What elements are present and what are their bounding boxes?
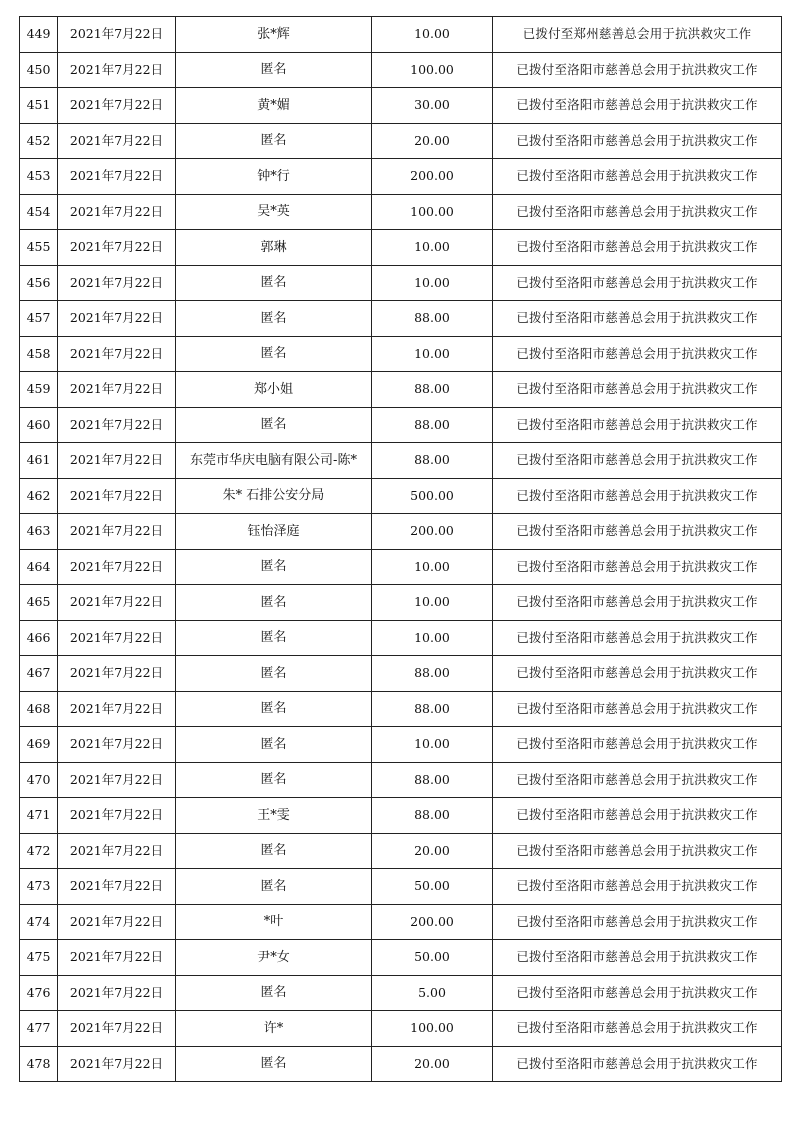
donation-amount: 200.00 [372, 514, 493, 550]
donation-date: 2021年7月22日 [58, 372, 176, 408]
donation-amount: 88.00 [372, 372, 493, 408]
row-number: 458 [20, 336, 58, 372]
donation-amount: 88.00 [372, 656, 493, 692]
donation-amount: 20.00 [372, 1046, 493, 1082]
donation-date: 2021年7月22日 [58, 1011, 176, 1047]
donor-name: 王*雯 [176, 798, 372, 834]
table-row [20, 691, 782, 727]
table-row [20, 407, 782, 443]
disbursement-note: 已拨付至郑州慈善总会用于抗洪救灾工作 [493, 17, 782, 53]
donation-amount: 5.00 [372, 975, 493, 1011]
table-row [20, 159, 782, 195]
table-row [20, 940, 782, 976]
donation-date: 2021年7月22日 [58, 762, 176, 798]
donation-date: 2021年7月22日 [58, 123, 176, 159]
disbursement-note: 已拨付至洛阳市慈善总会用于抗洪救灾工作 [493, 443, 782, 479]
donor-name: 匿名 [176, 833, 372, 869]
table-row [20, 1046, 782, 1082]
donation-amount: 10.00 [372, 549, 493, 585]
donation-date: 2021年7月22日 [58, 265, 176, 301]
row-number: 476 [20, 975, 58, 1011]
disbursement-note: 已拨付至洛阳市慈善总会用于抗洪救灾工作 [493, 798, 782, 834]
donor-name: 匿名 [176, 407, 372, 443]
donor-name: 郑小姐 [176, 372, 372, 408]
donor-name: 郭琳 [176, 230, 372, 266]
donation-amount: 50.00 [372, 869, 493, 905]
disbursement-note: 已拨付至洛阳市慈善总会用于抗洪救灾工作 [493, 1046, 782, 1082]
donor-name: 匿名 [176, 620, 372, 656]
donation-amount: 10.00 [372, 230, 493, 266]
donation-table [19, 16, 782, 1082]
donation-amount: 10.00 [372, 727, 493, 763]
donation-amount: 200.00 [372, 159, 493, 195]
donor-name: 匿名 [176, 869, 372, 905]
disbursement-note: 已拨付至洛阳市慈善总会用于抗洪救灾工作 [493, 88, 782, 124]
donation-amount: 88.00 [372, 798, 493, 834]
table-row [20, 372, 782, 408]
row-number: 455 [20, 230, 58, 266]
donation-date: 2021年7月22日 [58, 159, 176, 195]
donor-name: 黄*媚 [176, 88, 372, 124]
table-row [20, 656, 782, 692]
disbursement-note: 已拨付至洛阳市慈善总会用于抗洪救灾工作 [493, 585, 782, 621]
row-number: 454 [20, 194, 58, 230]
donation-date: 2021年7月22日 [58, 975, 176, 1011]
donation-date: 2021年7月22日 [58, 478, 176, 514]
donation-date: 2021年7月22日 [58, 194, 176, 230]
donation-amount: 200.00 [372, 904, 493, 940]
row-number: 465 [20, 585, 58, 621]
row-number: 475 [20, 940, 58, 976]
disbursement-note: 已拨付至洛阳市慈善总会用于抗洪救灾工作 [493, 230, 782, 266]
table-row [20, 17, 782, 53]
donor-name: 吴*英 [176, 194, 372, 230]
disbursement-note: 已拨付至洛阳市慈善总会用于抗洪救灾工作 [493, 620, 782, 656]
donor-name: 匿名 [176, 301, 372, 337]
donor-name: 匿名 [176, 52, 372, 88]
disbursement-note: 已拨付至洛阳市慈善总会用于抗洪救灾工作 [493, 301, 782, 337]
row-number: 450 [20, 52, 58, 88]
row-number: 469 [20, 727, 58, 763]
table-row [20, 301, 782, 337]
donation-amount: 10.00 [372, 620, 493, 656]
donation-date: 2021年7月22日 [58, 585, 176, 621]
disbursement-note: 已拨付至洛阳市慈善总会用于抗洪救灾工作 [493, 194, 782, 230]
donor-name: 匿名 [176, 727, 372, 763]
table-row [20, 904, 782, 940]
row-number: 462 [20, 478, 58, 514]
donation-date: 2021年7月22日 [58, 301, 176, 337]
table-row [20, 123, 782, 159]
donation-amount: 100.00 [372, 194, 493, 230]
donation-amount: 100.00 [372, 1011, 493, 1047]
donation-amount: 500.00 [372, 478, 493, 514]
row-number: 477 [20, 1011, 58, 1047]
donation-amount: 10.00 [372, 585, 493, 621]
donation-date: 2021年7月22日 [58, 514, 176, 550]
donation-amount: 88.00 [372, 301, 493, 337]
donation-date: 2021年7月22日 [58, 1046, 176, 1082]
donor-name: 钰怡泽庭 [176, 514, 372, 550]
donation-date: 2021年7月22日 [58, 940, 176, 976]
table-row [20, 798, 782, 834]
donation-date: 2021年7月22日 [58, 833, 176, 869]
table-row [20, 230, 782, 266]
table-row [20, 975, 782, 1011]
donor-name: 匿名 [176, 762, 372, 798]
donation-date: 2021年7月22日 [58, 904, 176, 940]
disbursement-note: 已拨付至洛阳市慈善总会用于抗洪救灾工作 [493, 159, 782, 195]
disbursement-note: 已拨付至洛阳市慈善总会用于抗洪救灾工作 [493, 336, 782, 372]
donation-date: 2021年7月22日 [58, 549, 176, 585]
donor-name: 匿名 [176, 265, 372, 301]
row-number: 474 [20, 904, 58, 940]
table-row [20, 336, 782, 372]
row-number: 473 [20, 869, 58, 905]
disbursement-note: 已拨付至洛阳市慈善总会用于抗洪救灾工作 [493, 691, 782, 727]
donor-name: 匿名 [176, 585, 372, 621]
disbursement-note: 已拨付至洛阳市慈善总会用于抗洪救灾工作 [493, 478, 782, 514]
table-row [20, 762, 782, 798]
row-number: 471 [20, 798, 58, 834]
donation-date: 2021年7月22日 [58, 17, 176, 53]
row-number: 470 [20, 762, 58, 798]
donation-amount: 88.00 [372, 443, 493, 479]
table-row [20, 869, 782, 905]
disbursement-note: 已拨付至洛阳市慈善总会用于抗洪救灾工作 [493, 407, 782, 443]
table-row [20, 727, 782, 763]
donor-name: 朱* 石排公安分局 [176, 478, 372, 514]
donor-name: 匿名 [176, 123, 372, 159]
row-number: 456 [20, 265, 58, 301]
donation-amount: 30.00 [372, 88, 493, 124]
donation-date: 2021年7月22日 [58, 656, 176, 692]
donation-table-body [20, 17, 782, 1082]
table-row [20, 52, 782, 88]
donation-date: 2021年7月22日 [58, 52, 176, 88]
table-row [20, 833, 782, 869]
disbursement-note: 已拨付至洛阳市慈善总会用于抗洪救灾工作 [493, 265, 782, 301]
table-row [20, 620, 782, 656]
donation-date: 2021年7月22日 [58, 443, 176, 479]
table-row [20, 194, 782, 230]
donation-date: 2021年7月22日 [58, 691, 176, 727]
donor-name: 匿名 [176, 549, 372, 585]
donor-name: 许* [176, 1011, 372, 1047]
disbursement-note: 已拨付至洛阳市慈善总会用于抗洪救灾工作 [493, 1011, 782, 1047]
donor-name: *叶 [176, 904, 372, 940]
donor-name: 钟*行 [176, 159, 372, 195]
donation-date: 2021年7月22日 [58, 336, 176, 372]
donor-name: 尹*女 [176, 940, 372, 976]
row-number: 459 [20, 372, 58, 408]
row-number: 463 [20, 514, 58, 550]
disbursement-note: 已拨付至洛阳市慈善总会用于抗洪救灾工作 [493, 656, 782, 692]
donor-name: 匿名 [176, 336, 372, 372]
row-number: 461 [20, 443, 58, 479]
row-number: 478 [20, 1046, 58, 1082]
donor-name: 匿名 [176, 975, 372, 1011]
row-number: 451 [20, 88, 58, 124]
row-number: 467 [20, 656, 58, 692]
donation-date: 2021年7月22日 [58, 230, 176, 266]
row-number: 472 [20, 833, 58, 869]
disbursement-note: 已拨付至洛阳市慈善总会用于抗洪救灾工作 [493, 372, 782, 408]
disbursement-note: 已拨付至洛阳市慈善总会用于抗洪救灾工作 [493, 52, 782, 88]
row-number: 464 [20, 549, 58, 585]
donation-amount: 50.00 [372, 940, 493, 976]
donor-name: 匿名 [176, 656, 372, 692]
disbursement-note: 已拨付至洛阳市慈善总会用于抗洪救灾工作 [493, 869, 782, 905]
table-row [20, 549, 782, 585]
donor-name: 匿名 [176, 691, 372, 727]
donation-date: 2021年7月22日 [58, 620, 176, 656]
disbursement-note: 已拨付至洛阳市慈善总会用于抗洪救灾工作 [493, 727, 782, 763]
table-row [20, 88, 782, 124]
table-row [20, 585, 782, 621]
row-number: 460 [20, 407, 58, 443]
row-number: 457 [20, 301, 58, 337]
disbursement-note: 已拨付至洛阳市慈善总会用于抗洪救灾工作 [493, 549, 782, 585]
donation-amount: 88.00 [372, 762, 493, 798]
donation-amount: 88.00 [372, 691, 493, 727]
disbursement-note: 已拨付至洛阳市慈善总会用于抗洪救灾工作 [493, 833, 782, 869]
donation-date: 2021年7月22日 [58, 798, 176, 834]
row-number: 452 [20, 123, 58, 159]
donor-name: 匿名 [176, 1046, 372, 1082]
disbursement-note: 已拨付至洛阳市慈善总会用于抗洪救灾工作 [493, 975, 782, 1011]
donation-amount: 100.00 [372, 52, 493, 88]
disbursement-note: 已拨付至洛阳市慈善总会用于抗洪救灾工作 [493, 123, 782, 159]
disbursement-note: 已拨付至洛阳市慈善总会用于抗洪救灾工作 [493, 940, 782, 976]
donor-name: 东莞市华庆电脑有限公司-陈* [176, 443, 372, 479]
donation-date: 2021年7月22日 [58, 88, 176, 124]
table-row [20, 478, 782, 514]
donation-amount: 20.00 [372, 833, 493, 869]
donation-amount: 88.00 [372, 407, 493, 443]
donation-amount: 10.00 [372, 265, 493, 301]
donation-amount: 20.00 [372, 123, 493, 159]
row-number: 449 [20, 17, 58, 53]
donor-name: 张*辉 [176, 17, 372, 53]
table-row [20, 443, 782, 479]
disbursement-note: 已拨付至洛阳市慈善总会用于抗洪救灾工作 [493, 762, 782, 798]
donation-amount: 10.00 [372, 17, 493, 53]
table-row [20, 265, 782, 301]
donation-date: 2021年7月22日 [58, 727, 176, 763]
donation-date: 2021年7月22日 [58, 869, 176, 905]
donation-amount: 10.00 [372, 336, 493, 372]
table-row [20, 1011, 782, 1047]
row-number: 468 [20, 691, 58, 727]
table-row [20, 514, 782, 550]
disbursement-note: 已拨付至洛阳市慈善总会用于抗洪救灾工作 [493, 904, 782, 940]
donation-date: 2021年7月22日 [58, 407, 176, 443]
row-number: 466 [20, 620, 58, 656]
disbursement-note: 已拨付至洛阳市慈善总会用于抗洪救灾工作 [493, 514, 782, 550]
row-number: 453 [20, 159, 58, 195]
